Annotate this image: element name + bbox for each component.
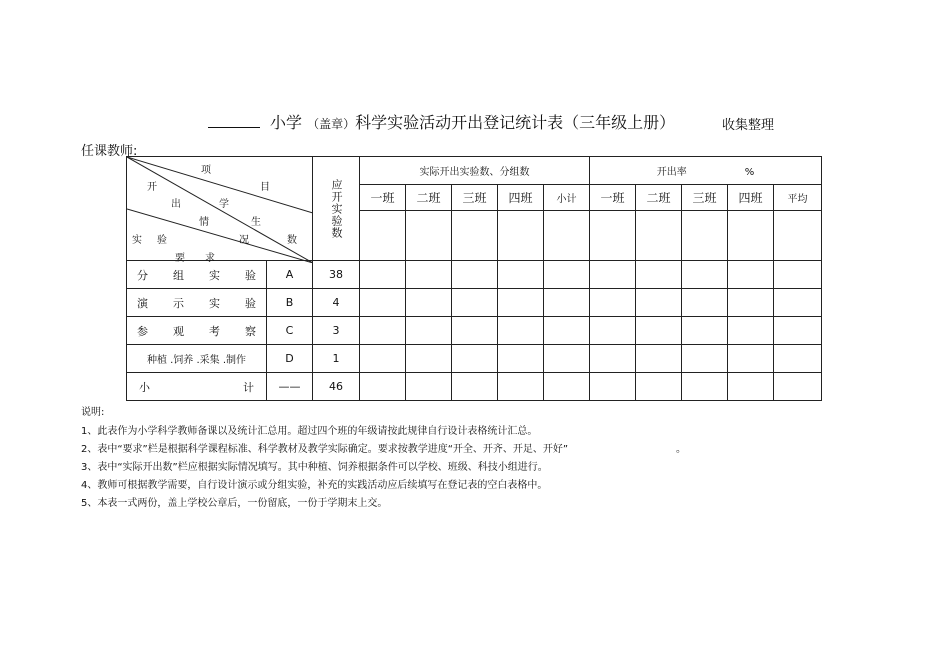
cell[interactable]: [774, 373, 822, 401]
diag-label-xue: 学: [219, 199, 229, 210]
title-seal: （盖章）: [307, 117, 356, 131]
row-name: 演 示 实 验: [127, 289, 267, 317]
row-count: 38: [313, 261, 360, 289]
cell[interactable]: [590, 261, 636, 289]
cell[interactable]: [682, 261, 728, 289]
diag-label-mu: 目: [260, 182, 270, 193]
cell[interactable]: [682, 211, 728, 261]
cell[interactable]: [498, 373, 544, 401]
row-code: D: [267, 345, 313, 373]
cell[interactable]: [498, 345, 544, 373]
cell[interactable]: [498, 289, 544, 317]
row-count: 46: [313, 373, 360, 401]
cell[interactable]: [636, 261, 682, 289]
cell[interactable]: [452, 289, 498, 317]
row-name: 参 观 考 察: [127, 317, 267, 345]
rate-class-4: 四班: [728, 185, 774, 211]
diagonal-lines: [127, 157, 313, 263]
cell[interactable]: [774, 289, 822, 317]
cell[interactable]: [774, 211, 822, 261]
actual-class-3: 三班: [452, 185, 498, 211]
cell[interactable]: [636, 345, 682, 373]
row-count: 4: [313, 289, 360, 317]
row-name: 小 计: [127, 373, 267, 401]
table-row: [127, 345, 822, 373]
table-row: [127, 289, 822, 317]
cell[interactable]: [544, 373, 590, 401]
cell[interactable]: [406, 211, 452, 261]
cell[interactable]: [682, 317, 728, 345]
cell[interactable]: [544, 211, 590, 261]
cell[interactable]: [544, 345, 590, 373]
rate-class-3: 三班: [682, 185, 728, 211]
cell[interactable]: [406, 289, 452, 317]
cell[interactable]: [360, 317, 406, 345]
diag-label-shu: 数: [287, 235, 297, 246]
cell[interactable]: [406, 317, 452, 345]
cell[interactable]: [774, 261, 822, 289]
should-open-header: [313, 157, 360, 261]
actual-class-4: 四班: [498, 185, 544, 211]
note-item: 4、教师可根据教学需要，自行设计演示或分组实验，补充的实践活动应后续填写在登记表的空白表格中。: [81, 480, 548, 491]
should-open-label: 应开实验数: [330, 178, 343, 239]
percent-sign: %: [744, 167, 755, 178]
cell[interactable]: [728, 345, 774, 373]
row-name: 种植 .饲养 .采集 .制作: [127, 345, 267, 373]
cell[interactable]: [498, 261, 544, 289]
school-name-blank[interactable]: [208, 113, 260, 128]
cell[interactable]: [544, 317, 590, 345]
cell[interactable]: [590, 317, 636, 345]
cell[interactable]: [590, 345, 636, 373]
cell[interactable]: [636, 317, 682, 345]
cell[interactable]: [498, 211, 544, 261]
cell[interactable]: [360, 261, 406, 289]
cell[interactable]: [498, 317, 544, 345]
title-school: 小学: [270, 113, 303, 132]
cell[interactable]: [544, 289, 590, 317]
diag-label-yao: 要: [175, 253, 185, 264]
table-row: [127, 317, 822, 345]
cell[interactable]: [728, 317, 774, 345]
cell[interactable]: [728, 211, 774, 261]
rate-class-2: 二班: [636, 185, 682, 211]
collect-label: 收集整理: [722, 118, 775, 133]
cell[interactable]: [728, 373, 774, 401]
cell[interactable]: [682, 289, 728, 317]
diag-label-kai: 开: [147, 182, 157, 193]
actual-subtotal: 小计: [544, 185, 590, 211]
cell[interactable]: [774, 345, 822, 373]
registration-table: [126, 156, 822, 401]
diag-label-xiang: 项: [201, 165, 211, 176]
diag-label-sheng: 生: [251, 217, 261, 228]
cell[interactable]: [590, 373, 636, 401]
row-code: A: [267, 261, 313, 289]
diag-label-kuang: 况: [239, 235, 249, 246]
row-code: ——: [267, 373, 313, 401]
diag-label-yan: 验: [157, 235, 167, 246]
cell[interactable]: [452, 345, 498, 373]
cell[interactable]: [360, 289, 406, 317]
cell[interactable]: [774, 317, 822, 345]
actual-header: 实际开出实验数、分组数: [360, 157, 590, 185]
diag-label-qiu: 求: [205, 253, 215, 264]
table-row: [127, 373, 822, 401]
rate-class-1: 一班: [590, 185, 636, 211]
notes-heading: 说明:: [81, 407, 105, 418]
cell[interactable]: [682, 345, 728, 373]
row-count: 3: [313, 317, 360, 345]
note-item: 2、表中“要求”栏是根据科学课程标准、科学教材及教学实际确定。要求按教学进度“开全、开齐、开足、开好”: [81, 444, 569, 455]
cell[interactable]: [360, 345, 406, 373]
actual-class-2: 二班: [406, 185, 452, 211]
row-code: B: [267, 289, 313, 317]
page-title: [208, 110, 675, 133]
rate-header: [590, 157, 822, 185]
title-rest: 科学实验活动开出登记统计表（三年级上册）: [355, 113, 676, 132]
teacher-label: 任课教师:: [81, 144, 138, 159]
actual-class-1: 一班: [360, 185, 406, 211]
cell[interactable]: [406, 345, 452, 373]
cell[interactable]: [636, 289, 682, 317]
cell[interactable]: [544, 261, 590, 289]
note-item: 3、表中“实际开出数”栏应根据实际情况填写。其中种植、饲养根据条件可以学校、班级、科技小组进行。: [81, 462, 548, 473]
cell[interactable]: [360, 211, 406, 261]
rate-average: 平均: [774, 185, 822, 211]
cell[interactable]: [452, 261, 498, 289]
diag-label-shi: 实: [132, 235, 142, 246]
cell[interactable]: [406, 261, 452, 289]
cell[interactable]: [452, 211, 498, 261]
cell[interactable]: [728, 261, 774, 289]
cell[interactable]: [360, 373, 406, 401]
row-name: 分 组 实 验: [127, 261, 267, 289]
cell[interactable]: [636, 373, 682, 401]
cell[interactable]: [452, 373, 498, 401]
rate-header-label: 开出率: [656, 167, 687, 178]
cell[interactable]: [590, 289, 636, 317]
note-trailing-dot: 。: [676, 444, 686, 455]
cell[interactable]: [590, 211, 636, 261]
note-item: 5、本表一式两份，盖上学校公章后，一份留底，一份于学期末上交。: [81, 498, 388, 509]
cell[interactable]: [682, 373, 728, 401]
cell[interactable]: [728, 289, 774, 317]
cell[interactable]: [406, 373, 452, 401]
row-code: C: [267, 317, 313, 345]
diagonal-header-cell: [127, 157, 313, 264]
cell[interactable]: [636, 211, 682, 261]
note-item: 1、此表作为小学科学教师备课以及统计汇总用。超过四个班的年级请按此规律自行设计表格统计汇总。: [81, 426, 538, 437]
table-row: [127, 261, 822, 289]
diag-label-chu: 出: [171, 199, 181, 210]
row-count: 1: [313, 345, 360, 373]
diag-label-qing: 情: [199, 217, 209, 228]
cell[interactable]: [452, 317, 498, 345]
